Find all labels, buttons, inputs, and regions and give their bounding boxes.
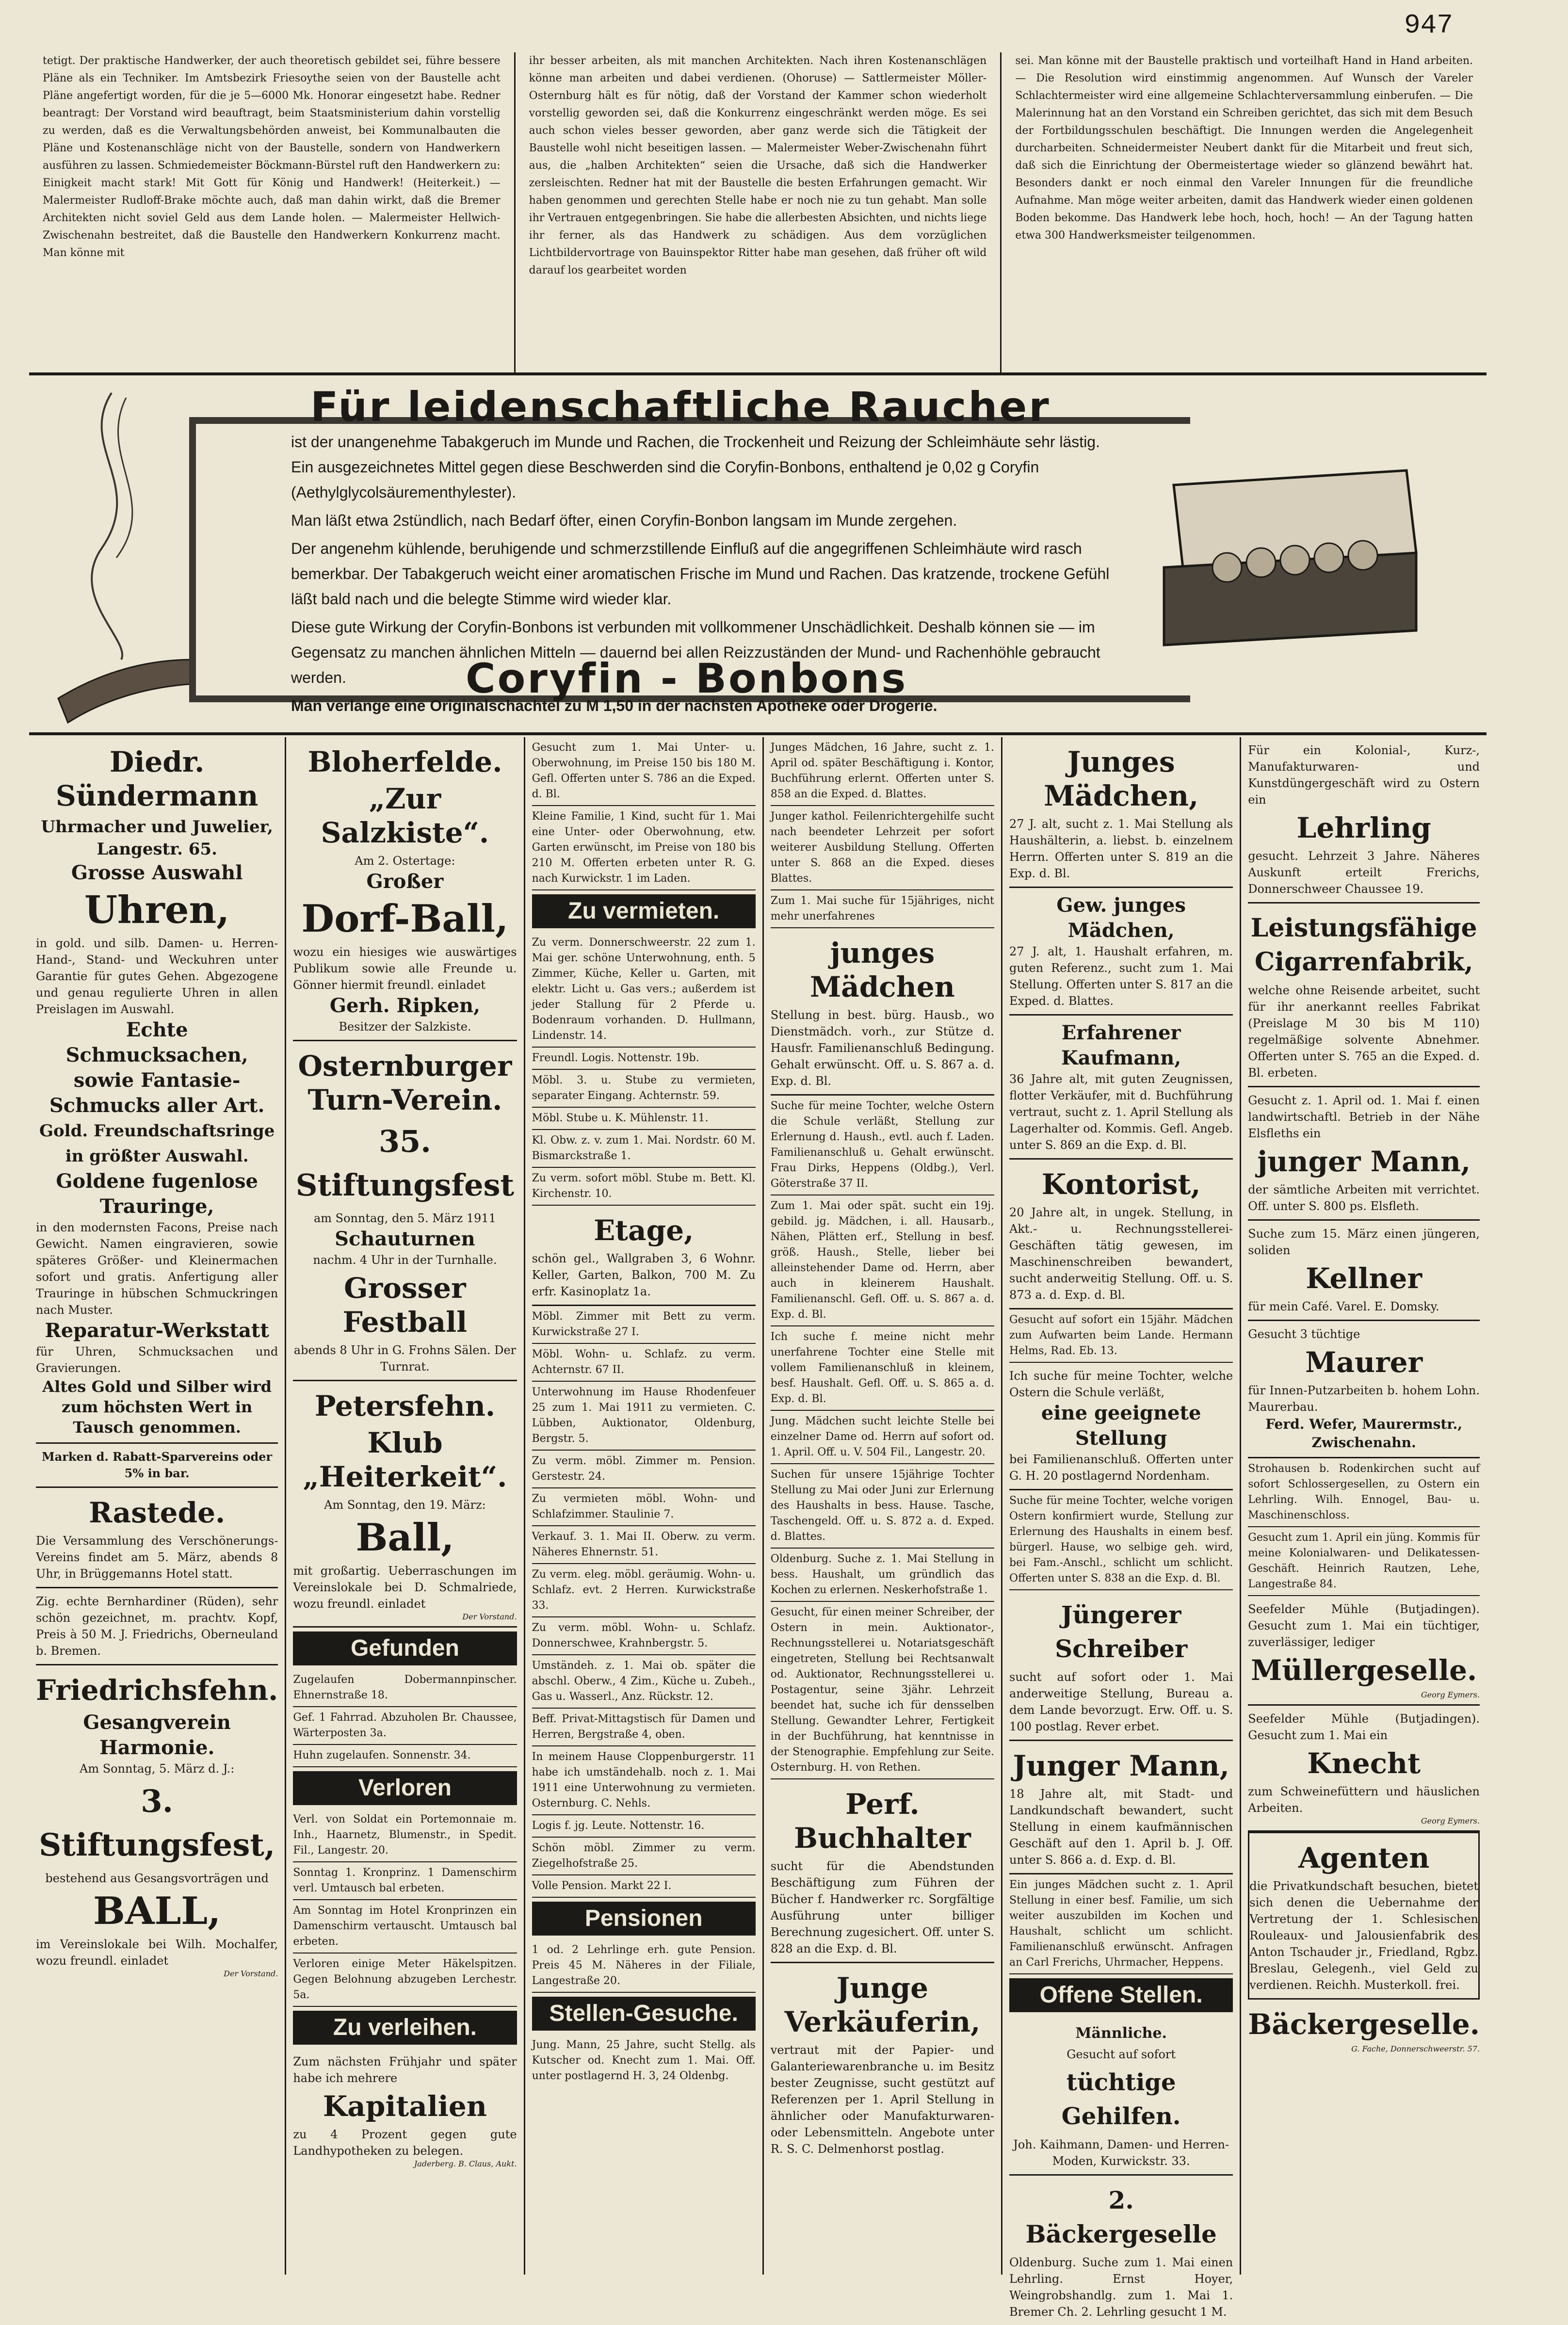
ad-heading: Osternburger Turn-Verein.	[298, 1049, 512, 1116]
ad-verkaeuferin	[771, 1963, 994, 2162]
ad-junges-maedchen	[771, 928, 994, 1096]
small-ad: Am Sonntag im Hotel Kronprinzen ein Damenschirm vertauscht. Umtausch bal erbeten.	[293, 1900, 517, 1954]
ad-etage	[532, 1206, 756, 1306]
ad-text: sucht für die Abendstunden Beschäftigung zum Führen der Bücher f. Handwerker rc. Sorgfältige Ausführung unter billiger Berechnung zugesichert. Off. unter S. 828 an die Exp. d. Bl.	[770, 1859, 995, 1955]
small-ad: Volle Pension. Markt 22 I.	[532, 1875, 756, 1898]
ad-text: bestehend aus Gesangsvorträgen und	[45, 1872, 269, 1885]
small-ad: Schön möbl. Zimmer zu verm. Ziegelhofstraße 25.	[532, 1838, 756, 1875]
small-ad: Ich suche f. meine nicht mehr unerfahrene Tochter eine Stelle mit vollem Familienanschluß in kleinem, besf. Haushalt. Gefl. Off. u. S. 865 a. d. Exp. d. Bl.	[771, 1326, 994, 1411]
ad-heading: tüchtige Gehilfen.	[1061, 2069, 1181, 2130]
ad-subheading: Echte Schmucksachen, sowie Fantasie-Schmucks aller Art.	[49, 1018, 265, 1117]
ad-heading: Petersfehn.	[314, 1389, 496, 1422]
small-ad: Ein junges Mädchen sucht z. 1. April Stellung in einer besf. Familie, um sich weiter auszubilden im Kochen und Haushalt, schlicht um schlicht. Familienanschluß erwünscht. Anfragen an Carl Frerichs, Uhrmacher, Heppens.	[1009, 1874, 1233, 1974]
ad-text: welche ohne Reisende arbeitet, sucht für ihr anerkannt reelles Fabrikat (Preislage M 30 bis M 110) regelmäßige solvente Abnehmer. Offerten unter S. 765 an die Exped. d. Bl. erbeten.	[1248, 984, 1480, 1080]
ad-subheading: Reparatur-Werkstatt	[45, 1319, 269, 1342]
ad-junger-mann	[1009, 1741, 1233, 1874]
ad-text: bei Familienanschluß. Offerten unter G. H. 20 postlagernd Nordenham.	[1009, 1453, 1233, 1483]
ad-text: im Vereinslokale bei Wilh. Mochalfer, wozu freundl. einladet	[36, 1938, 278, 1968]
ad-text: Ich suche für meine Tochter, welche Ostern die Schule verläßt,	[1009, 1369, 1233, 1399]
ad-text: für Uhren, Schmucksachen und Gravierungen.	[36, 1345, 278, 1375]
ad-text: vertraut mit der Papier- und Galanteriewarenbranche u. im Besitz bester Zeugnisse, sucht gestützt auf Referenzen per 1. April Stellung in ähnlicher oder Manufakturwaren- oder Lebensmitteln. Angebote unter R. S. C. Delmenhorst postlag.	[770, 2043, 995, 2156]
ad-subheading: Grosse Auswahl	[71, 861, 243, 884]
ad-text: nachm. 4 Uhr in der Turnhalle.	[313, 1253, 497, 1267]
ad-text: die Privatkundschaft besuchen, bietet sich denen die Uebernahme der Vertretung der 1. Schlesischen Rouleaux- und Jalousienfabrik des Anton Tschauder jr., Friedland, Rgbz. Breslau, Gelegenh., viel Geld zu verdienen. Reichh. Musterkoll. frei.	[1249, 1879, 1479, 1992]
section-bar-gefunden: Gefunden	[293, 1631, 517, 1665]
ad-salzkiste	[293, 737, 517, 1041]
ad-kontorist	[1009, 1160, 1233, 1309]
ad-rastede	[36, 1488, 278, 1588]
small-ad: Oldenburg. Suche z. 1. Mai Stellung in bess. Haushalt, um gründlich das Kochen zu erlernen. Neskerhofstraße 1.	[771, 1549, 994, 1602]
small-ad: Suchen für unsere 15jährige Tochter Stellung zu Mai oder Juni zur Erlernung des Haushalts in bess. Hause. Tasche, Taschengeld. Off. u. S. 872 a. d. Exped. d. Blattes.	[771, 1464, 994, 1549]
ad-erf	[1009, 1016, 1233, 1160]
ad-junger-mann-2	[1248, 1087, 1480, 1221]
classified-col-2	[286, 737, 525, 2275]
ad-heading: Etage,	[594, 1214, 694, 1247]
ad-heading: Leistungsfähige Cigarrenfabrik,	[1250, 913, 1477, 977]
ad-text: Zum nächsten Frühjahr und später habe ich mehrere	[293, 2055, 517, 2085]
small-ad: Strohausen b. Rodenkirchen sucht auf sofort Schlossergesellen, zu Ostern ein Lehrling. Wilh. Ennogel, Bau- u. Maschinenschloss.	[1248, 1458, 1480, 1527]
ad-text: Oldenburg. Suche zum 1. Mai einen Lehrling. Ernst Hoyer, Weingrobshandlg. zum 1. Mai 1. Bremer Ch. 2. Lehrling gesucht 1 M.	[1009, 2256, 1233, 2319]
ad-suendermann	[36, 737, 278, 1444]
ad-gew	[1009, 888, 1233, 1016]
ad-text: gesucht. Lehrzeit 3 Jahre. Näheres Auskunft erteilt Frerichs, Donnerschweer Chaussee 19.	[1248, 849, 1480, 896]
ad-turnverein	[293, 1041, 517, 1381]
classified-col-1	[29, 737, 286, 2275]
ad-subheading: Altes Gold und Silber wird zum höchsten Wert in Tausch genommen.	[42, 1377, 272, 1437]
ad-text: wozu ein hiesiges wie auswärtiges Publikum sowie alle Freunde u. Gönner hiermit freundl. einladet	[293, 945, 517, 992]
ad-heading: Junge Verkäuferin,	[784, 1971, 981, 2038]
ad-heading: Rastede.	[89, 1496, 226, 1529]
ad-heading: Müllergeselle.	[1251, 1654, 1477, 1687]
article-col-2: ihr besser arbeiten, als mit manchen Architekten. Nach ihren Kostenanschlägen könne man arbeiten und dabei verdienen. (Ohoruse) — Sattlermeister Möller-Osternburg hält es für nötig, daß der Vorstand der Kammer schon wiederholt vorstellig geworden sei, daß die Konkurrenz eingeschränkt werden möge. Es sei auch schon vieles besser geworden, aber ganz werde sich die Tätigkeit der Baustelle wohl nicht beseitigen lassen. — Malermeister Weber-Zwischenahn führt aus, die „halben Architekten“ seien die Ursache, daß sich die Handwerker zersleischten. Redner hat mit der Baustelle die besten Erfahrungen gemacht. Wir haben genommen und gerechten Stelle habe er noch nie zu tun gehabt. Man solle ihr Vertrauen entgegenbringen. Sie habe die allerbesten Absichten, und nichts liege ihr ferner, als das Handwerk zu schädigen. Aus dem vorzüglichen Lichtbildervortrage von Bauinspektor Ritter habe man gesehen, daß früher oft wild darauf los gearbeitet worden	[516, 52, 1002, 372]
section-bar-pensionen: Pensionen	[532, 1902, 756, 1936]
ad-text: Joh. Kaihmann, Damen- und Herren-Moden, Kurwickstr. 33.	[1013, 2138, 1229, 2168]
ad-text: 36 Jahre alt, mit guten Zeugnissen, flotter Verkäufer, mit d. Buchführung vertraut, sucht z. 1. April Stellung als Lagerhalter od. Kommis. Gefl. Angeb. unter S. 869 an die Exp. d. Bl.	[1009, 1072, 1233, 1152]
small-ad: Freundl. Logis. Nottenstr. 19b.	[532, 1048, 756, 1070]
ad-heading: Jüngerer Schreiber	[1055, 1600, 1188, 1663]
ad-text: 27 J. alt, sucht z. 1. Mai Stellung als Haushälterin, a. liebst. b. einzelnem Herrn. Offerten unter S. 819 an die Exp. d. Bl.	[1009, 817, 1233, 880]
small-ad: Kleine Familie, 1 Kind, sucht für 1. Mai eine Unter- oder Oberwohnung, etw. Garten erwünscht, im Preise von 180 bis 210 M. Offerten erbeten unter R. G. nach Kurwickstr. 1 im Laden.	[532, 806, 756, 890]
small-ad: Gesucht zum 1. April ein jüng. Kommis für meine Kolonialwaren- und Delikatessen-Geschäft. Heinrich Rautzen, Lehe, Langestraße 84.	[1248, 1527, 1480, 1596]
ad-heading: Friedrichsfehn.	[36, 1674, 278, 1707]
small-ad: Sonntag 1. Kronprinz. 1 Damenschirm verl. Umtausch bal erbeten.	[293, 1862, 517, 1900]
ad-heading: 2. Bäckergeselle	[1025, 2186, 1217, 2248]
ad-text: Am 2. Ostertage:	[355, 854, 455, 868]
ad-signature: Der Vorstand.	[462, 1612, 517, 1621]
ad-paragraph: ist der unangenehme Tabakgeruch im Munde und Rachen, die Trockenheit und Reizung der Schleimhäute sehr lästig. Ein ausgezeichnetes Mittel gegen diese Beschwerden sind die Coryfin-Bonbons, enthaltend je 0,02 g Coryfin (Aethylglycolsäurementhylester).	[291, 433, 1100, 501]
ad-friedrichsfehn	[36, 1665, 278, 1983]
ad-text: Marken d. Rabatt-Sparvereins oder 5% in bar.	[42, 1450, 273, 1480]
ad-paragraph: Der angenehm kühlende, beruhigende und schmerzstillende Einfluß auf die angegriffenen Schleimhäute wird rasch bemerkbar. Der Tabakgeruch weicht einer aromatischen Frische im Mund und Rachen. Das kratzende, trockene Gefühl läßt bald nach und die belegte Stimme wird wieder klar.	[291, 540, 1110, 608]
ad-geeignete	[1009, 1363, 1233, 1490]
ad-text: Zig. echte Bernhardiner (Rüden), sehr schön gezeichnet, m. prachtv. Kopf, Preis à 50 M. J. Friedrichs, Oberneuland b. Bremen.	[36, 1595, 278, 1658]
ad-schreiber	[1009, 1590, 1233, 1741]
classified-col-5	[1002, 737, 1241, 2319]
small-ad: Suche für meine Tochter, welche vorigen Ostern konfirmiert wurde, Stellung zur Erlernung des Haushalts in einem besf. bürgerl. Hause, wo selbige geh. wird, bei Fam.-Anschl., schlicht um schlicht. Offerten unter S. 838 an die Exp. d. Bl.	[1009, 1490, 1233, 1590]
small-ad: Verloren einige Meter Häkelspitzen. Gegen Belohnung abzugeben Lerchestr. 5a.	[293, 1954, 517, 2007]
article-columns	[29, 52, 1487, 375]
small-ad: Zu verm. möbl. Zimmer m. Pension. Gerstestr. 24.	[532, 1451, 756, 1488]
ad-subheading: Goldene fugenlose Trauringe,	[56, 1170, 258, 1218]
ad-text: abends 8 Uhr in G. Frohns Sälen. Der Turnrat.	[293, 1343, 517, 1373]
coryfin-ad	[29, 373, 1487, 735]
ad-kellner	[1248, 1221, 1480, 1321]
ad-kapitalien	[293, 2049, 517, 2173]
ad-buchhalter	[771, 1779, 994, 1963]
page-number: 947	[1404, 10, 1453, 41]
ad-signature: Jaderberg. B. Claus, Aukt.	[414, 2159, 517, 2168]
ad-heading: junger Mann,	[1257, 1145, 1471, 1178]
small-ad: Zu verm. sofort möbl. Stube m. Bett. Kl. Kirchenstr. 10.	[532, 1168, 756, 1206]
ad-text: Gesucht 3 tüchtige	[1248, 1327, 1360, 1341]
ad-paragraph: Man verlange eine Originalschachtel zu M 1,50 in der nächsten Apotheke oder Drogerie.	[291, 697, 938, 714]
small-ad: Zum 1. Mai suche für 15jähriges, nicht mehr unerfahrenes	[771, 890, 994, 928]
ad-signature: Der Vorstand.	[224, 1969, 278, 1978]
ad-subheading: Ferd. Wefer, Maurermstr., Zwischenahn.	[1265, 1416, 1463, 1451]
ad-title: Für leidenschaftliche Raucher	[310, 383, 1051, 431]
ad-heiterkeit	[293, 1381, 517, 1628]
ad-heading: Agenten	[1298, 1841, 1430, 1874]
small-ad: Verl. von Soldat ein Portemonnaie m. Inh., Haarnetz, Blumenstr., in Spedit. Fil., Langestr. 20.	[293, 1809, 517, 1862]
small-ad: Gesucht zum 1. Mai Unter- u. Oberwohnung, im Preise 150 bis 180 M. Gefl. Offerten unter S. 786 an die Exped. d. Bl.	[532, 737, 756, 806]
small-ad: Zu verm. möbl. Wohn- u. Schlafz. Donnerschwee, Krahnbergstr. 5.	[532, 1617, 756, 1655]
small-ad: Jung. Mädchen sucht leichte Stelle bei einzelner Dame od. Herrn auf sofort od. 1. April. Off. u. V. 504 Fil., Langestr. 20.	[771, 1411, 994, 1464]
classified-col-6	[1241, 737, 1487, 2275]
small-ad: Junges Mädchen, 16 Jahre, sucht z. 1. April od. später Beschäftigung i. Kontor, Buchführung erlernt. Offerten unter S. 858 an die Exped. d. Blattes.	[771, 737, 994, 806]
ad-baeckergeselle-2	[1009, 2176, 1233, 2325]
section-bar-verloren: Verloren	[293, 1771, 517, 1805]
ad-heading: Junges Mädchen,	[1044, 745, 1199, 812]
ad-text: in den modernsten Facons, Preise nach Gewicht. Namen eingravieren, sowie späteres Größer- und Kleinermachen sofort und gratis. Anfertigung aller Trauringe in hübschen Schmuckringen nach Muster.	[36, 1221, 278, 1317]
small-ad: Gesucht, für einen meiner Schreiber, der Ostern in mein. Auktionator-, Rechnungsstellerei u. Notariatsgeschäft eingetreten, Stellung bei Rechtsanwalt od. Auktionator, Rechnungsstellerei u. Postagentur, seine 3jähr. Lehrzeit beendet hat, suche ich für densselben Stellung. Gewandter Lehrer, Fertigkeit in der Buchführung, hat kenntnisse in der Stenographie. Empfehlung zur Seite. Osternburg. H. von Rethen.	[771, 1602, 994, 1779]
ad-gehilfen	[1009, 2016, 1233, 2176]
ad-jm	[1009, 737, 1233, 888]
small-ad: Zu verm. Donnerschweerstr. 22 zum 1. Mai ger. schöne Unterwohnung, enth. 5 Zimmer, Küche, Keller u. Garten, mit elektr. Licht u. Gas vers.; außerdem ist jeder Stallung für 2 Pferde u. Bodenraum vorhanden. D. Hullmann, Lindenstr. 14.	[532, 932, 756, 1048]
small-ad: Gef. 1 Fahrrad. Abzuholen Br. Chaussee, Wärterposten 3a.	[293, 1707, 517, 1745]
ad-signature: G. Fache, Donnerschweerstr. 57.	[1351, 2044, 1480, 2053]
ad-heading: Kapitalien	[323, 2090, 487, 2123]
ad-text: für mein Café. Varel. E. Domsky.	[1248, 1300, 1439, 1313]
ad-signature: Georg Eymers.	[1421, 1816, 1480, 1825]
small-ad: Jung. Mann, 25 Jahre, sucht Stellg. als Kutscher od. Knecht zum 1. Mai. Off. unter postlagernd H. 3, 24 Oldenbg.	[532, 2039, 756, 2082]
ad-knecht	[1248, 1706, 1480, 1832]
small-ad: Möbl. 3. u. Stube zu vermieten, separater Eingang. Achternstr. 59.	[532, 1070, 756, 1108]
small-ad: Zu verm. eleg. möbl. geräumig. Wohn- u. Schlafz. evt. 2 Herren. Kurwickstraße 33.	[532, 1564, 756, 1617]
ad-heading: BALL,	[93, 1889, 221, 1933]
ad-paragraph: Diese gute Wirkung der Coryfin-Bonbons ist verbunden mit vollkommener Unschädlichkeit. Deshalb können sie — im Gegensatz zu manchen ähnlichen Mitteln — dauernd bei allen Reizzuständen der Mund- und Rachenhöhle gebraucht werden.	[291, 618, 1100, 686]
ad-text: sucht auf sofort oder 1. Mai anderweitige Stellung, Bureau a. dem Lande bevorzugt. Erw. Off. u. S. 100 postlag. Rever erbet.	[1009, 1670, 1233, 1733]
small-ad: Kl. Obw. z. v. zum 1. Mai. Nordstr. 60 M. Bismarckstraße 1.	[532, 1130, 756, 1168]
ad-heading: junges Mädchen	[809, 936, 955, 1003]
ad-text: 20 Jahre alt, in ungek. Stellung, in Akt.- u. Rechnungsstellerei-Geschäften tätig gewesen, im Maschinenschreiben bewandert, sucht anderweitig Stellung. Off. u. S. 873 a. d. Exp. d. Bl.	[1009, 1206, 1233, 1302]
ad-text: mit großartig. Ueberraschungen im Vereinslokale bei D. Schmalriede, wozu freundl. einladet	[293, 1564, 517, 1611]
ad-text: für Innen-Putzarbeiten b. hohem Lohn. Maurerbau.	[1248, 1384, 1480, 1414]
ad-heading: „Zur Salzkiste“.	[321, 782, 489, 849]
classified-col-3	[525, 737, 764, 2275]
ad-text: schön gel., Wallgraben 3, 6 Wohnr. Keller, Garten, Balkon, 700 M. Zu erfr. Kasinoplatz 1a.	[532, 1252, 756, 1298]
small-ad: Möbl. Stube u. K. Mühlenstr. 11.	[532, 1108, 756, 1130]
ad-signature: Georg Eymers.	[1421, 1690, 1480, 1699]
ad-text: 18 Jahre alt, mit Stadt- und Landkundschaft bewandert, sucht Stellung in einem kaufmännischen Geschäft auf den 1. April b. J. Off. unter S. 866 a. d. Exp. d. Bl.	[1009, 1787, 1233, 1867]
ad-text: zum Schweinefüttern und häuslichen Arbeiten.	[1248, 1785, 1480, 1815]
small-ad: Logis f. jg. Leute. Nottenstr. 16.	[532, 1815, 756, 1838]
ad-text: Gesucht z. 1. April od. 1. Mai f. einen landwirtschaftl. Betrieb in der Nähe Elsfleths ein	[1248, 1094, 1480, 1140]
small-ad: Gesucht auf sofort ein 15jähr. Mädchen zum Aufwarten beim Lande. Hermann Helms, Rad. Eb. 13.	[1009, 1309, 1233, 1363]
ad-heading: Grosser Festball	[342, 1272, 468, 1339]
ad-subheading: Gew. junges Mädchen,	[1056, 894, 1186, 942]
small-ad: Huhn zugelaufen. Sonnenstr. 34.	[293, 1745, 517, 1767]
ad-heading: Maurer	[1305, 1346, 1423, 1379]
section-bar-stellen-gesuche: Stellen-Gesuche.	[532, 1997, 756, 2031]
small-ad: Möbl. Zimmer mit Bett zu verm. Kurwickstraße 27 I.	[532, 1306, 756, 1344]
classified-columns	[29, 737, 1487, 2319]
classified-col-4	[764, 737, 1002, 2275]
ad-text: der sämtliche Arbeiten mit verrichtet. Off. unter S. 800 ps. Elsfleth.	[1248, 1183, 1480, 1213]
ad-heading: Kontorist,	[1041, 1168, 1201, 1201]
ad-muellergeselle	[1248, 1596, 1480, 1706]
ad-heading: Dorf-Ball,	[301, 897, 509, 941]
small-ad: Zum 1. Mai oder spät. sucht ein 19j. gebild. jg. Mädchen, i. all. Hausarb., Nähen, Plätten erf., Stellung in besf. größ. Haush., Stelle, lieber bei alleinstehender Dame od. Herrn, aber auch in kleinerem Haushalt. Familienanschl. Gefl. Off. u. S. 867 a. d. Exp. d. Bl.	[771, 1195, 994, 1326]
small-ad: Zugelaufen Dobermannpinscher. Ehnernstraße 18.	[293, 1669, 517, 1707]
cigarette-illustration	[48, 388, 194, 723]
ad-bernhardiner	[36, 1588, 278, 1665]
ad-agenten	[1248, 1832, 1480, 2000]
ad-text: 27 J. alt, 1. Haushalt erfahren, m. guten Referenz., sucht zum 1. Mai Stellung. Offerten unter S. 817 an die Exped. d. Blattes.	[1009, 945, 1233, 1008]
small-ad: Unterwohnung im Hause Rhodenfeuer 25 zum 1. Mai 1911 zu vermieten. C. Lübben, Auktionator, Oldenburg, Bergstr. 5.	[532, 1382, 756, 1451]
ad-text: Am Sonntag, den 19. März:	[324, 1498, 486, 1512]
small-ad: Umständeh. z. 1. Mai ob. später die abschl. Oberw., 4 Zim., Küche u. Zubeh., Gas u. Wasserl., Anz. Rückstr. 12.	[532, 1655, 756, 1709]
ad-text: Suche zum 15. März einen jüngeren, soliden	[1248, 1227, 1480, 1257]
small-ad: In meinem Hause Cloppenburgerstr. 11 habe ich umständehalb. noch z. 1. Mai 1911 eine Unterwohnung zu vermieten. Osternburg. C. Nehls.	[532, 1746, 756, 1815]
ad-text: am Sonntag, den 5. März 1911	[313, 1211, 496, 1225]
ad-text: zu 4 Prozent gegen gute Landhypotheken zu belegen.	[293, 2128, 517, 2158]
ad-maurer	[1248, 1321, 1480, 1458]
ad-baeckergeselle	[1248, 2000, 1480, 2058]
ad-text: Für ein Kolonial-, Kurz-, Manufakturwaren- und Kunstdüngergeschäft wird zu Ostern ein	[1248, 743, 1480, 807]
ad-subheading: Gold. Freundschaftsringe in größter Auswahl.	[39, 1121, 275, 1166]
small-ad: Suche für meine Tochter, welche Ostern die Schule verläßt, Stellung zur Erlernung d. Haush., evtl. auch f. Laden. Familienanschluß u. Gehalt erwünscht. Frau Dirks, Heppens (Oldbg.), Verl. Göterstraße 37 II.	[771, 1096, 994, 1195]
ad-heading: Ball,	[356, 1516, 454, 1560]
small-ad: Zu vermieten möbl. Wohn- und Schlafzimmer. Staulinie 7.	[532, 1488, 756, 1526]
ad-subheading: Gerh. Ripken,	[329, 994, 481, 1017]
ad-heading: Diedr. Sündermann	[55, 745, 259, 812]
section-bar-offene-stellen: Offene Stellen.	[1009, 1978, 1233, 2012]
ad-text: Gesucht auf sofort	[1067, 2048, 1176, 2061]
ad-heading: Uhren,	[84, 888, 230, 932]
ad-marken	[36, 1444, 278, 1488]
ad-paragraph: Man läßt etwa 2stündlich, nach Bedarf öfter, einen Coryfin-Bonbon langsam im Munde zergehen.	[291, 512, 957, 529]
ad-text: in gold. und silb. Damen- u. Herren- Hand-, Stand- und Weckuhren unter Garantie für gutes Gehen. Abgezogene und genau regulierte Uhren in allen Preislagen im Auswahl.	[36, 936, 278, 1016]
ad-heading: Junger Mann,	[1013, 1749, 1229, 1782]
ad-subheading: Gesangverein Harmonie.	[83, 1711, 231, 1759]
ad-text: Am Sonntag, 5. März d. J.:	[79, 1762, 235, 1776]
ad-lehrling	[1248, 737, 1480, 904]
ad-heading: Kellner	[1306, 1262, 1422, 1295]
ad-text: Stellung in best. bürg. Hausb., wo Dienstmädch. vorh., zur Stütze d. Hausfr. Familienanschluß Bedingung. Gehalt erwünscht. Off. u. S. 867 a. d. Exp. d. Bl.	[770, 1008, 995, 1088]
small-ad: Beff. Privat-Mittagstisch für Damen und Herren, Bergstraße 4, oben.	[532, 1709, 756, 1746]
ad-heading: 35. Stiftungsfest	[295, 1124, 515, 1203]
ad-subheading: Erfahrener Kaufmann,	[1061, 1021, 1181, 1069]
ad-heading: 3. Stiftungsfest,	[39, 1783, 275, 1863]
small-ad: Möbl. Wohn- u. Schlafz. zu verm. Achternstr. 67 II.	[532, 1344, 756, 1382]
section-bar-zu-vermieten: Zu vermieten.	[532, 894, 756, 928]
ad-text: Die Versammlung des Verschönerungs-Vereins findet am 5. März, abends 8 Uhr, in Brüggemanns Hotel statt.	[36, 1534, 278, 1581]
ad-subheading: Schauturnen	[335, 1227, 475, 1250]
ad-heading: Perf. Buchhalter	[794, 1788, 971, 1855]
ad-subheading: Männliche.	[1075, 2025, 1167, 2042]
ad-heading: Lehrling	[1296, 811, 1431, 844]
small-ad: 1 od. 2 Lehrlinge erh. gute Pension. Preis 45 M. Näheres in der Filiale, Langestraße 20.	[532, 1939, 756, 1993]
ad-subheading: eine geeignete Stellung	[1041, 1402, 1201, 1450]
small-ad: Verkauf. 3. 1. Mai II. Oberw. zu verm. Näheres Ehnernstr. 51.	[532, 1526, 756, 1564]
section-bar-verleihen: Zu verleihen.	[293, 2011, 517, 2045]
ad-heading: Bloherfelde.	[307, 745, 502, 778]
article-col-1: tetigt. Der praktische Handwerker, der auch theoretisch gebildet sei, führe bessere Pläne als ein Techniker. Im Amtsbezirk Friesoythe seien von der Baustelle acht Pläne angefertigt worden, für die je 5—6000 Mk. Honorar eingesetzt habe. Redner beantragt: Der Vorstand wird beauftragt, beim Staatsministerium dahin vorstellig zu werden, daß es die Verwaltungsbehörden anweist, bei Kommunalbauten die Pläne und Kostenanschläge nicht von der Baustelle, sondern von Handwerkern ausführen zu lassen. Schmiedemeister Böckmann-Bürstel ruft den Handwerkern zu: Einigkeit macht stark! Mit Gott für König und Handwerk! (Heiterkeit.) — Malermeister Rudloff-Brake möchte auch, daß man dahin wirkt, daß die Bremer Architekten nicht soviel Geld aus dem Lande holen. — Malermeister Hellwich-Zwischenahn bestreitet, daß die Baustelle den Handwerkern Konkurrenz macht. Man könne mit	[29, 52, 516, 372]
ad-heading: Klub „Heiterkeit“.	[303, 1426, 507, 1493]
ad-text: Besitzer der Salzkiste.	[339, 1020, 471, 1033]
ad-cigarrenfabrik	[1248, 904, 1480, 1087]
ad-heading: Bäckergeselle.	[1248, 2008, 1480, 2041]
small-ad: Junger kathol. Feilenrichtergehilfe sucht nach beendeter Lehrzeit per sofort weiterer Ausbildung Stellung. Offerten unter S. 868 an die Exped. dieses Blattes.	[771, 806, 994, 890]
ad-text: Seefelder Mühle (Butjadingen). Gesucht zum 1. Mai ein	[1248, 1712, 1480, 1742]
ad-text: Uhrmacher und Juwelier, Langestr. 65.	[41, 817, 273, 859]
ad-heading: Knecht	[1307, 1747, 1421, 1780]
bonbon-tin-illustration	[1154, 470, 1426, 645]
ad-subheading: Großer	[366, 870, 444, 893]
ad-text: Seefelder Mühle (Butjadingen). Gesucht zum 1. Mai ein tüchtiger, zuverlässiger, lediger	[1248, 1602, 1480, 1649]
article-col-3: sei. Man könne mit der Baustelle praktisch und vorteilhaft Hand in Hand arbeiten. — Die Resolution wird einstimmig angenommen. Auf Wunsch der Vareler Schlachtermeister wird eine allgemeine Schlachterversammlung einberufen. — Die Malerinnung hat an den Vorstand ein Schreiben gerichtet, das sich mit dem Besuch der Fortbildungsschulen beschäftigt. Die Innungen werden die Angelegenheit durcharbeiten. Schneidermeister Neubert dankt für die Mitarbeit und freut sich, daß sich die Einrichtung der Obermeistertage wieder so glänzend bewährt hat. Besonders dankt er noch einmal den Vareler Innungen für die freundliche Aufnahme. Man möge weiter arbeiten, damit das Handwerk wieder einen goldenen Boden bekomme. Das Handwerk lebe hoch, hoch, hoch! — An der Tagung hatten etwa 300 Handwerksmeister teilgenommen.	[1015, 55, 1473, 242]
ad-brand: Coryfin - Bonbons	[466, 655, 908, 702]
